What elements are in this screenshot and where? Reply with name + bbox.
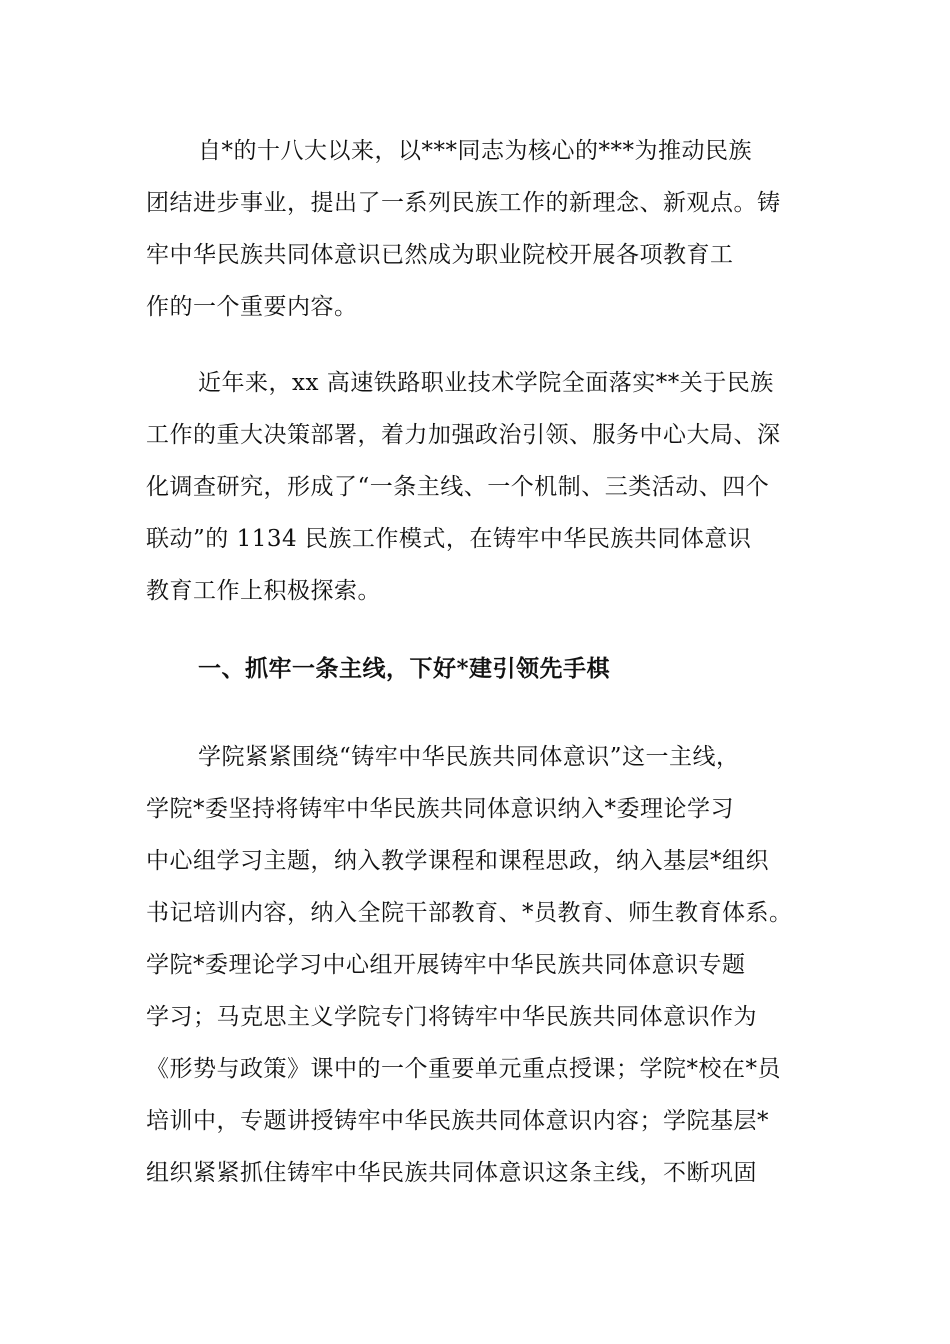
paragraph-line: 《形势与政策》课中的一个重要单元重点授课；学院*校在*员	[146, 1056, 781, 1082]
paragraph-line: 学院*委坚持将铸牢中华民族共同体意识纳入*委理论学习	[146, 796, 734, 822]
paragraph-line: 学习；马克思主义学院专门将铸牢中华民族共同体意识作为	[146, 1004, 757, 1030]
paragraph-line: 作的一个重要内容。	[146, 294, 358, 320]
paragraph-line: 联动”的 1134 民族工作模式，在铸牢中华民族共同体意识	[146, 526, 752, 552]
paragraph-line: 培训中，专题讲授铸牢中华民族共同体意识内容；学院基层*	[146, 1108, 769, 1134]
paragraph-line: 中心组学习主题，纳入教学课程和课程思政，纳入基层*组织	[146, 848, 769, 874]
paragraph-line: 学院紧紧围绕“铸牢中华民族共同体意识”这一主线，	[198, 744, 740, 770]
paragraph-line: 近年来，xx 高速铁路职业技术学院全面落实**关于民族	[198, 370, 774, 396]
paragraph-line: 化调查研究，形成了“一条主线、一个机制、三类活动、四个	[146, 474, 770, 500]
section-heading: 一、抓牢一条主线，下好*建引领先手棋	[198, 655, 611, 682]
paragraph-line: 牢中华民族共同体意识已然成为职业院校开展各项教育工	[146, 242, 734, 268]
paragraph-line: 书记培训内容，纳入全院干部教育、*员教育、师生教育体系。	[146, 900, 793, 926]
paragraph-line: 学院*委理论学习中心组开展铸牢中华民族共同体意识专题	[146, 952, 746, 978]
paragraph-line: 团结进步事业，提出了一系列民族工作的新理念、新观点。铸	[146, 190, 781, 216]
paragraph-line: 工作的重大决策部署，着力加强政治引领、服务中心大局、深	[146, 422, 781, 448]
paragraph-line: 自*的十八大以来，以***同志为核心的***为推动民族	[198, 138, 752, 164]
paragraph-line: 教育工作上积极探索。	[146, 578, 381, 604]
paragraph-line: 组织紧紧抓住铸牢中华民族共同体意识这条主线，不断巩固	[146, 1160, 757, 1186]
